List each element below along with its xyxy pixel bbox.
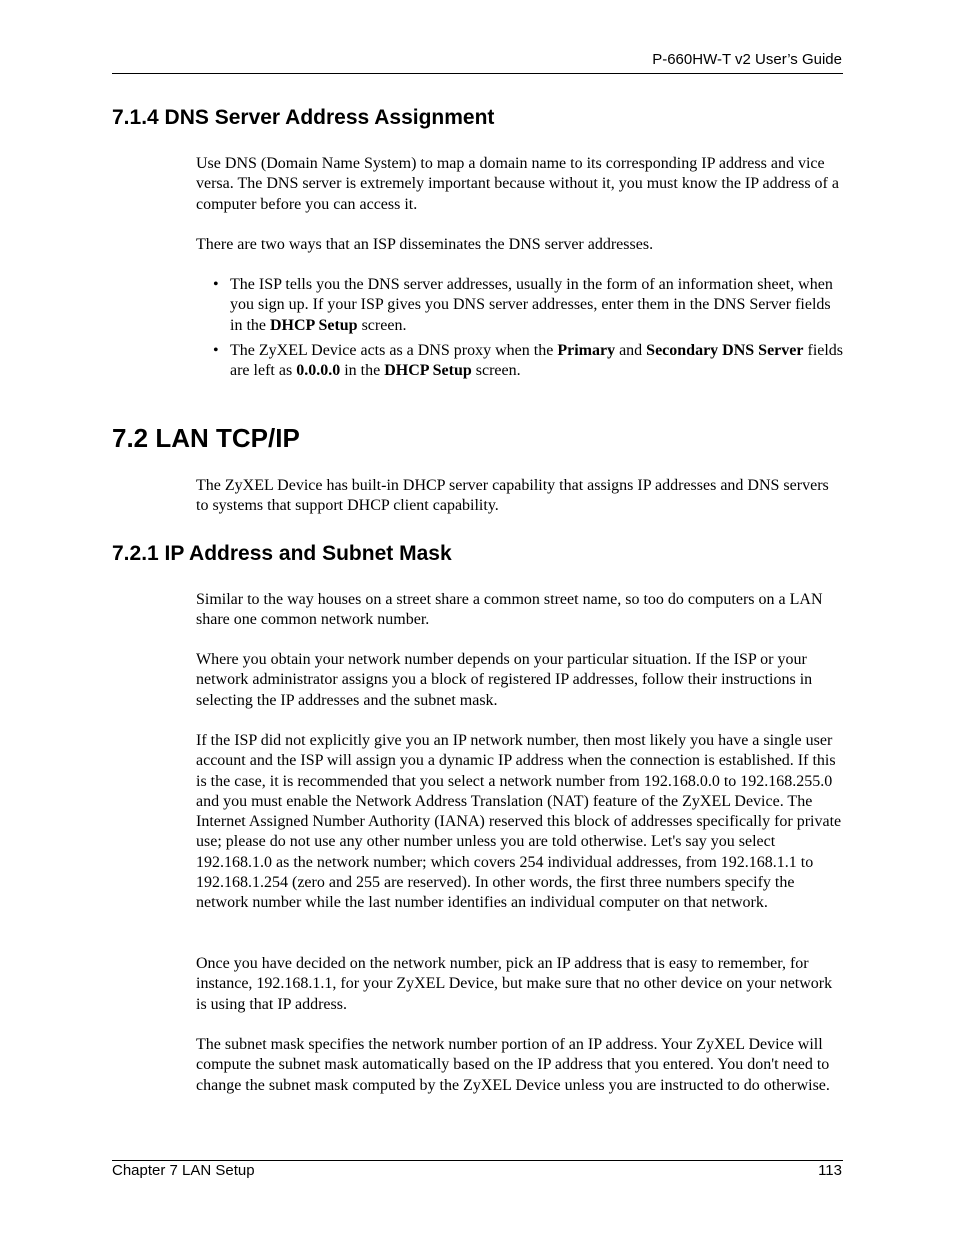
list-item-dns-proxy <box>213 341 844 382</box>
bullet-icon: • <box>213 342 219 359</box>
footer-chapter: Chapter 7 LAN Setup <box>112 1162 255 1179</box>
section-heading-7-2-1: 7.2.1 IP Address and Subnet Mask <box>112 542 452 565</box>
footer-rule <box>112 1160 843 1161</box>
paragraph-private-range: If the ISP did not explicitly give you an IP network number, then most likely you have a single user account and the ISP will assign you a dynamic IP address when the connection is established. If this is the case, it is recommended that you select a network number from 192.168.0.0 to 192.168.255.0 and you must enable the Network Address Translation (NAT) feature of the ZyXEL Device. The Internet Assigned Number Authority (IANA) reserved this block of addresses specifically for private use; please do not use any other number unless you are told otherwise. Let's say you select 192.168.1.0 as the network number; which covers 254 individual addresses, from 192.168.1.1 to 192.168.1.254 (zero and 255 are reserved). In other words, the first three numbers specify the network number while the last number identifies an individual computer on that network. <box>196 732 842 912</box>
page-number: 113 <box>818 1162 842 1179</box>
paragraph-subnet-mask: The subnet mask specifies the network number portion of an IP address. Your ZyXEL Device will compute the subnet mask automatically based on the IP address that you entered. You don't need to change the subnet mask computed by the ZyXEL Device unless you are instructed to do otherwise. <box>196 1036 830 1094</box>
list-item-isp-tells <box>213 275 844 336</box>
running-header-title: P-660HW-T v2 User’s Guide <box>652 51 842 68</box>
header-rule <box>112 73 843 74</box>
paragraph-pick-address: Once you have decided on the network number, pick an IP address that is easy to remember, for instance, 192.168.1.1, for your ZyXEL Device, but make sure that no other device on your network is using that IP address. <box>196 955 833 1013</box>
list-item-text: The ZyXEL Device acts as a DNS proxy when the Primary and Secondary DNS Server fields are left as 0.0.0.0 in the DHCP Setup screen. <box>230 342 844 380</box>
paragraph-lan-tcpip: The ZyXEL Device has built-in DHCP server capability that assigns IP addresses and DNS servers to systems that support DHCP client capability. <box>196 477 829 515</box>
paragraph-dns-intro: Use DNS (Domain Name System) to map a domain name to its corresponding IP address and vice versa. The DNS server is extremely important because without it, you must know the IP address of a computer before you can access it. <box>196 155 839 213</box>
paragraph-network-number: Similar to the way houses on a street share a common street name, so too do computers on a LAN share one common network number. <box>196 591 823 629</box>
bullet-icon: • <box>213 276 219 293</box>
section-heading-7-1-4: 7.1.4 DNS Server Address Assignment <box>112 106 495 129</box>
list-item-text: The ISP tells you the DNS server addresses, usually in the form of an information sheet, when you sign up. If your ISP gives you DNS server addresses, enter them in the DNS Server fields in the DHCP Setup screen. <box>230 276 833 334</box>
section-heading-7-2: 7.2 LAN TCP/IP <box>112 423 300 453</box>
paragraph-obtain-number: Where you obtain your network number depends on your particular situation. If the ISP or your network administrator assigns you a block of registered IP addresses, follow their instructions in selecting the IP addresses and the subnet mask. <box>196 651 813 709</box>
paragraph-dns-ways: There are two ways that an ISP disseminates the DNS server addresses. <box>196 236 654 253</box>
